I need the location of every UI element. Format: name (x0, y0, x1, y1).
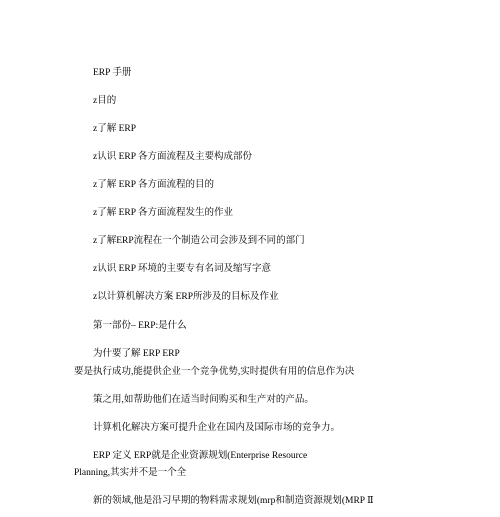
body-line: 为什要了解 ERP ERP (93, 349, 180, 359)
objective-item: z以计算机解决方案 ERP所涉及的目标及作业 (93, 292, 279, 302)
section-heading: 第一部份– ERP:是什么 (93, 321, 187, 331)
body-line: 策之用,如帮助他们在适当时间购买和生产对的产品。 (93, 395, 314, 405)
doc-title: ERP 手册 (93, 68, 132, 78)
body-line: 新的领域,他是沿习早期的物料需求规划(mrp和制造资源规划(MRP Ⅱ (93, 496, 374, 506)
objective-item: z了解 ERP 各方面流程发生的作业 (93, 208, 234, 218)
objective-item: z认识 ERP 环境的主要专有名词及缩写字意 (93, 264, 272, 274)
objective-item: z了解 ERP 各方面流程的目的 (93, 180, 215, 190)
objective-item: z认识 ERP 各方面流程及主要构成部份 (93, 152, 253, 162)
body-line: 要是执行成功,能提供企业一个竞争优势,实时提供有用的信息作为决 (74, 367, 355, 377)
objective-heading: z目的 (93, 96, 117, 106)
body-line: Planning,其实并不是一个全 (74, 468, 187, 478)
body-line: 计算机化解决方案可提升企业在国内及国际市场的竞争力。 (93, 423, 341, 433)
objective-item: z了解ERP流程在一个制造公司会涉及到不同的部门 (93, 236, 305, 246)
body-line: ERP 定义 ERP就是企业资源规划(Enterprise Resource (93, 451, 308, 461)
objective-item: z了解 ERP (93, 124, 137, 134)
